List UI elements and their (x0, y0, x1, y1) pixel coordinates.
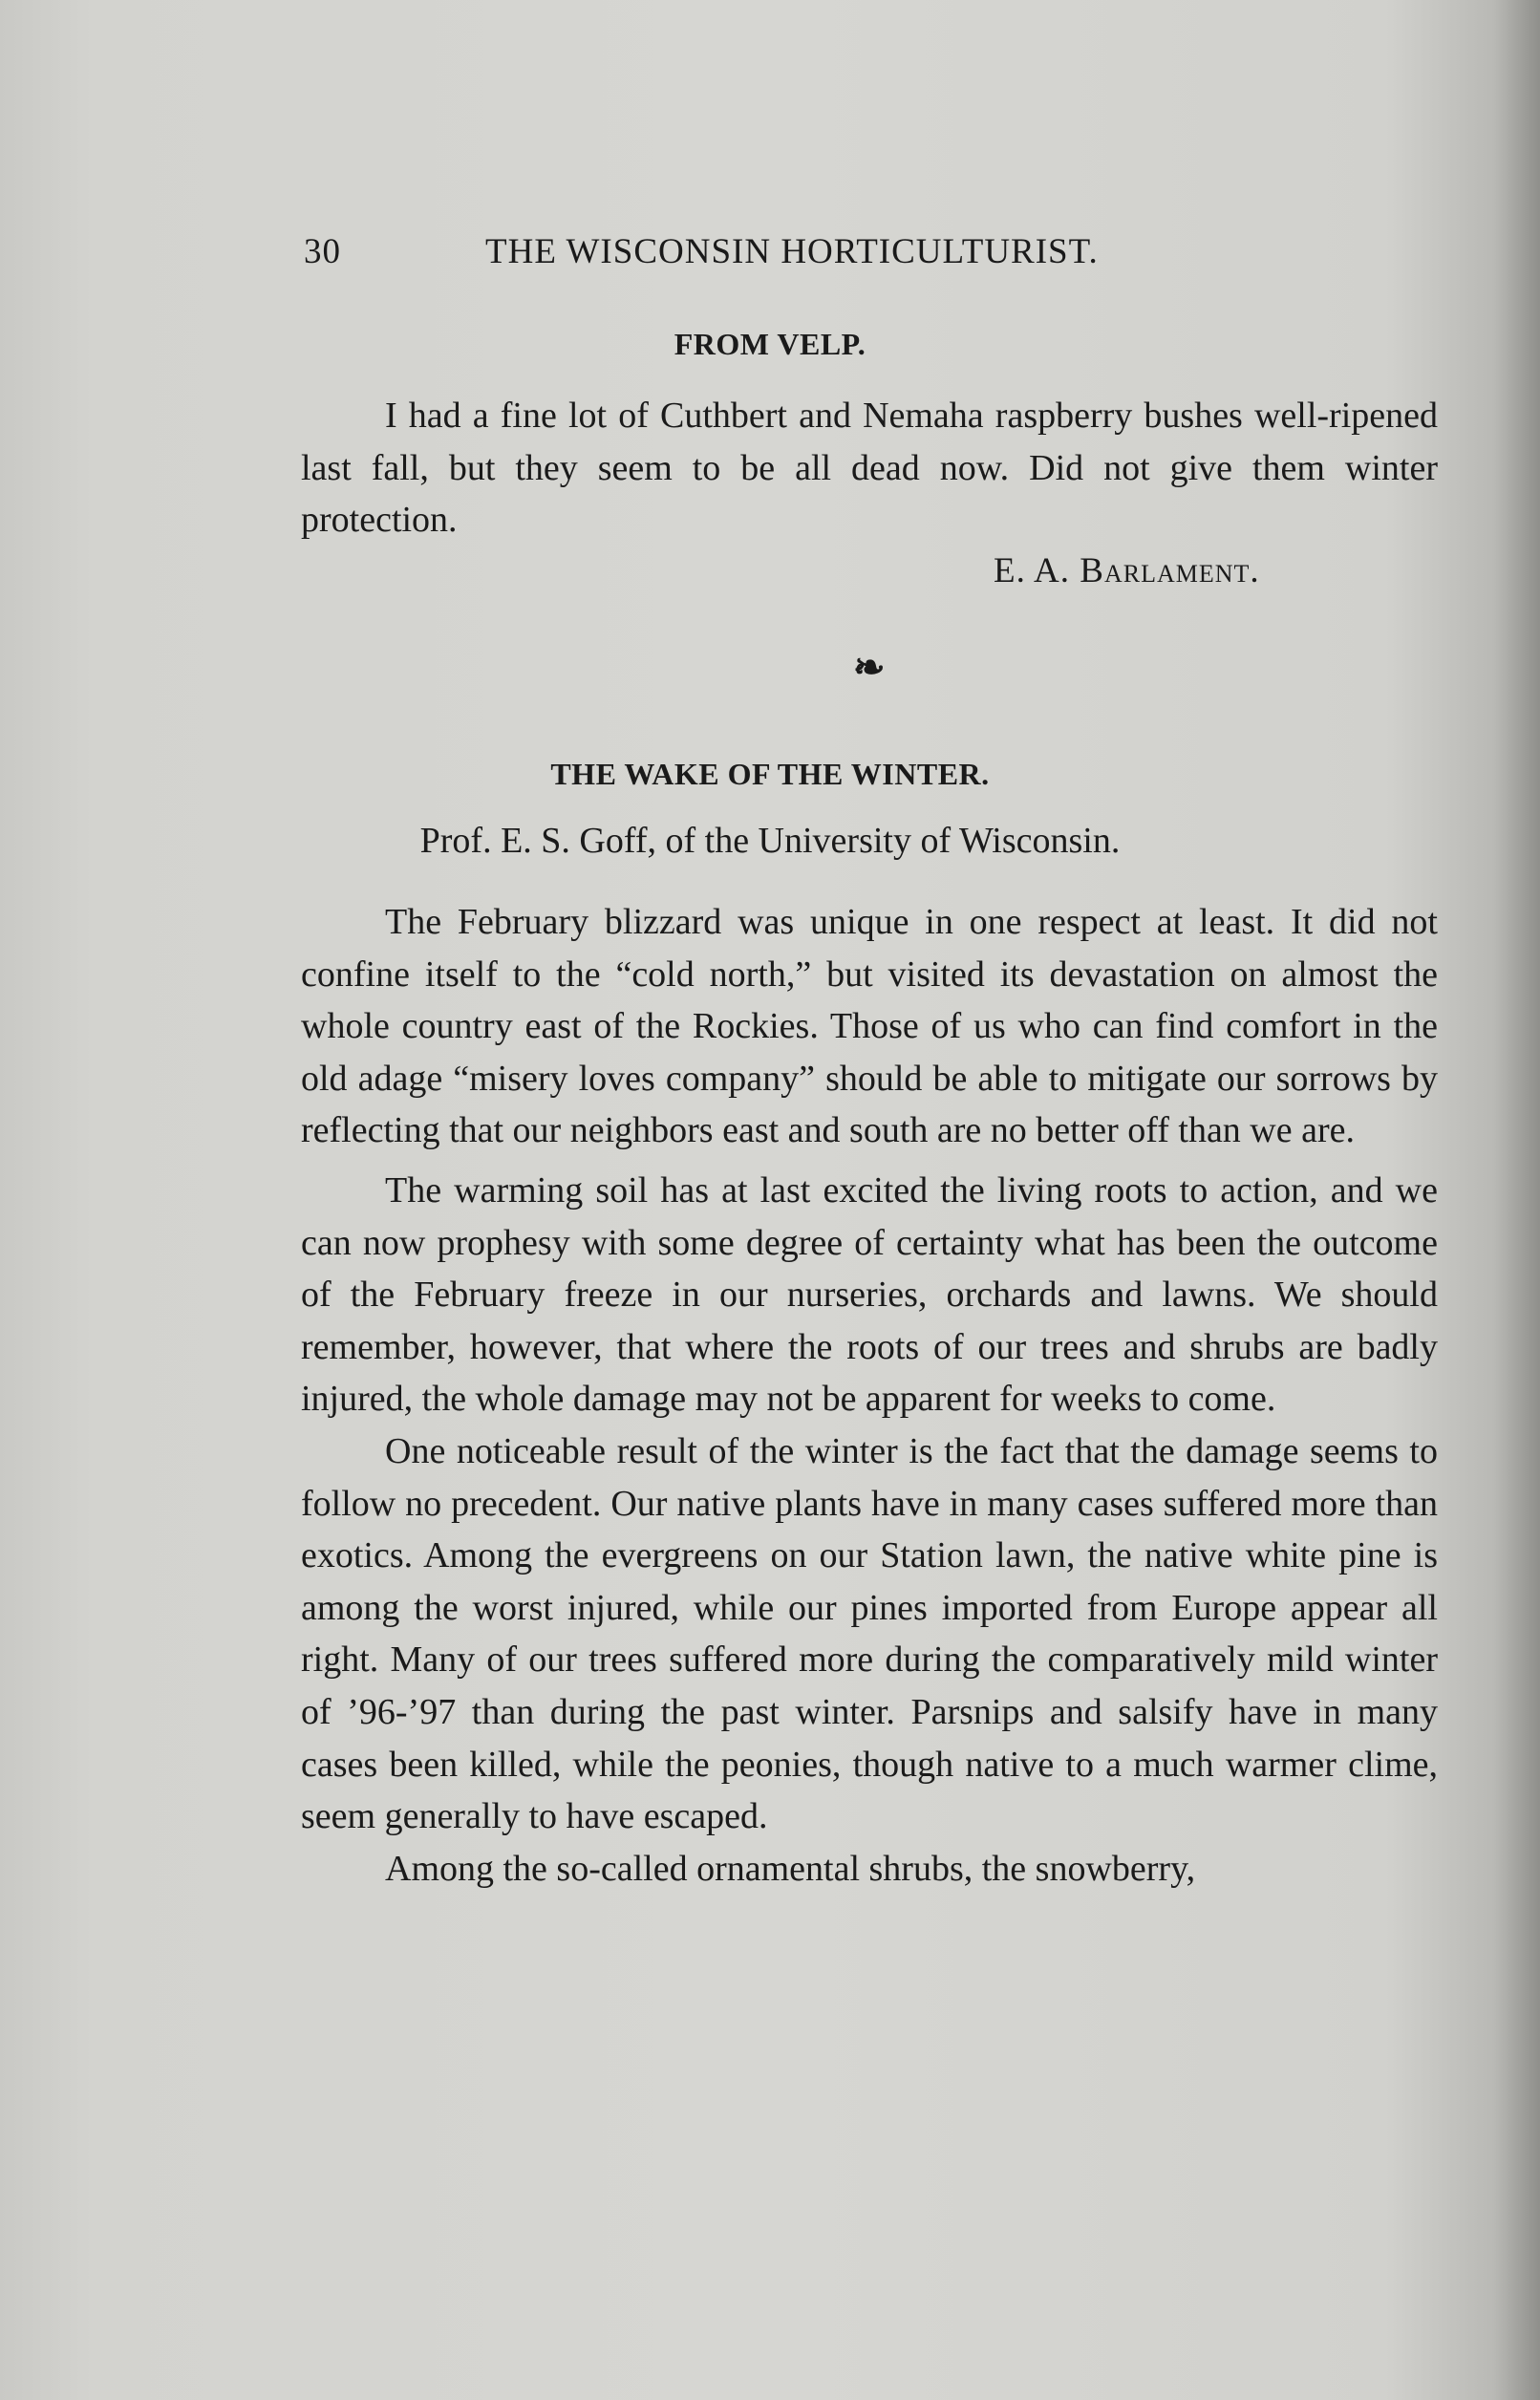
publication-title: THE WISCONSIN HORTICULTURIST. (485, 232, 1099, 271)
article-paragraph-3: One noticeable result of the winter is the fact that the damage seems to follow no precedent. Our native plants have in many cases suffered more than exotics. Among the evergreens on our Station lawn, the native white pine is among the worst injured, while our pines imported from Europe appear all right. Many of our trees suffered more during the comparatively mild winter of ’96-’97 than during the past winter. Parsnips and salsify have in many cases been killed, while the peonies, though native to a much warmer clime, seem generally to have escaped. (301, 1430, 1438, 1837)
letter-paragraph: I had a fine lot of Cuthbert and Nemaha raspberry bushes well-ripened last fall, but they seem to be all dead now. Did not give them winter protection. (301, 396, 1438, 541)
letter-body (301, 390, 1438, 546)
section-heading-from-velp: FROM VELP. (674, 327, 866, 361)
article-paragraph-4: Among the so-called ornamental shrubs, the snowberry, (385, 1848, 1196, 1889)
fleuron-ornament: ❧ (853, 646, 886, 689)
article-title: THE WAKE OF THE WINTER. (550, 757, 990, 791)
article-byline: Prof. E. S. Goff, of the University of Wisconsin. (419, 821, 1121, 861)
article-paragraph-1: The February blizzard was unique in one respect at least. It did not confine itself to the “cold north,” but visited its devastation on almost the whole country east of the Rockies. Those of us who can find comfort in the old adage “misery loves company” should be able to mitigate our sorrows by reflecting that our neighbors east and south are no better off than we are. (301, 902, 1438, 1151)
article-body (301, 896, 1438, 1895)
article-paragraph-2: The warming soil has at last excited the living roots to action, and we can now prophesy with some degree of certainty what has been the outcome of the February freeze in our nurseries, orchards and lawns. We should remember, however, that where the roots of our trees and shrubs are badly injured, the whole damage may not be apparent for weeks to come. (301, 1169, 1438, 1420)
page-number: 30 (304, 232, 341, 271)
letter-signature: E. A. Barlament. (994, 551, 1260, 590)
